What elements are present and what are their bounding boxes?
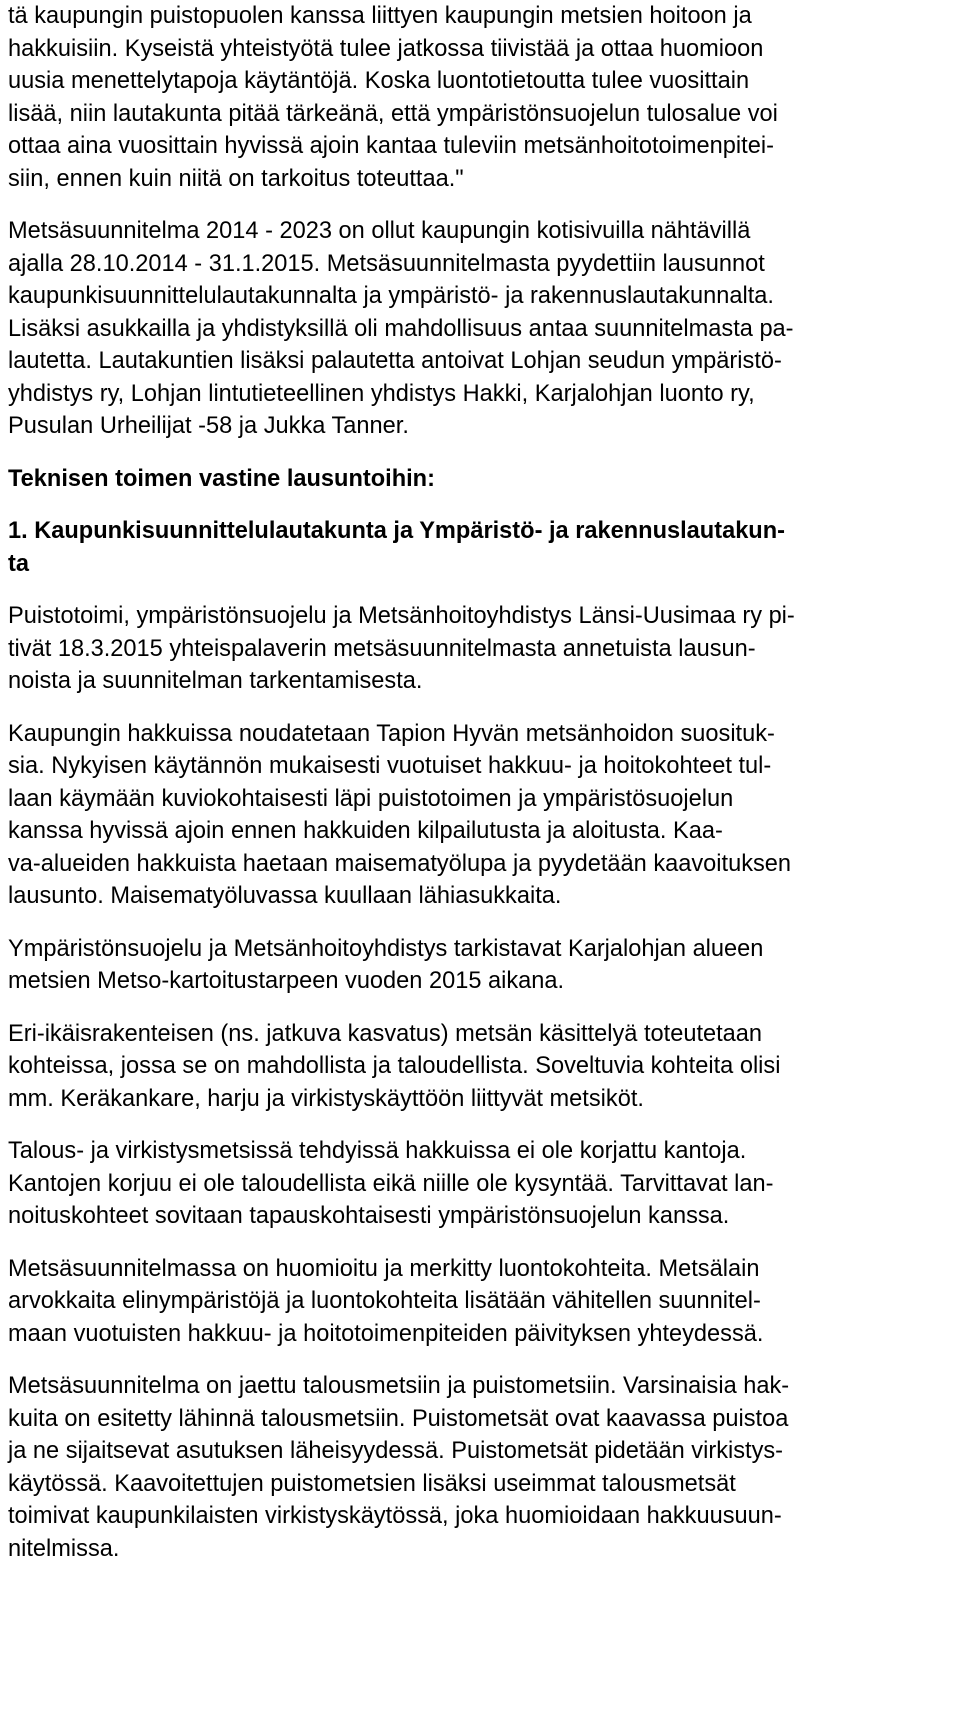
text-line: Teknisen toimen vastine lausuntoihin: [8, 465, 435, 492]
section-heading [8, 515, 926, 580]
text-line: lausunto. Maisematyöluvassa kuullaan lähiasukkaita. [8, 883, 562, 909]
text-line: maan vuotuisten hakkuu- ja hoitotoimenpiteiden päivityksen yhteydessä. [8, 1320, 764, 1347]
text-line: ajalla 28.10.2014 - 31.1.2015. Metsäsuunnitelmasta pyydettiin lausunnot [8, 250, 765, 277]
text-line: ja ne sijaitsevat asutuksen läheisyydessä. Puistometsät pidetään virkistys- [8, 1438, 784, 1464]
text-line: Talous- ja virkistysmetsissä tehdyissä hakkuissa ei ole korjattu kantoja. [8, 1138, 747, 1164]
paragraph [8, 1135, 926, 1233]
text-line: kuita on esitetty lähinnä talousmetsiin. Puistometsät ovat kaavassa puistoa [8, 1405, 789, 1432]
paragraph [8, 215, 926, 443]
text-line: käytössä. Kaavoitettujen puistometsien lisäksi useimmat talousmetsät [8, 1470, 736, 1497]
paragraph [8, 0, 926, 195]
paragraph [8, 600, 926, 698]
text-line: nitelmissa. [8, 1535, 120, 1562]
text-line: ottaa aina vuosittain hyvissä ajoin kantaa tuleviin metsänhoitotoimenpitei- [8, 133, 774, 159]
paragraph [8, 1018, 926, 1116]
text-line: siin, ennen kuin niitä on tarkoitus toteuttaa." [8, 165, 464, 192]
text-line: noista ja suunnitelman tarkentamisesta. [8, 668, 423, 694]
text-line: yhdistys ry, Lohjan lintutieteellinen yhdistys Hakki, Karjalohjan luonto ry, [8, 380, 755, 407]
text-line: laan käymään kuviokohtaisesti läpi puistotoimen ja ympäristösuojelun [8, 785, 734, 812]
text-line: tivät 18.3.2015 yhteispalaverin metsäsuunnitelmasta annetuista lausun- [8, 635, 756, 662]
text-line: hakkuisiin. Kyseistä yhteistyötä tulee jatkossa tiivistää ja ottaa huomioon [8, 35, 764, 62]
text-line: uusia menettelytapoja käytäntöjä. Koska luontotietoutta tulee vuosittain [8, 68, 750, 94]
text-line: ta [8, 550, 29, 577]
text-line: Kaupungin hakkuissa noudatetaan Tapion Hyvän metsänhoidon suosituk- [8, 720, 775, 747]
text-line: 1. Kaupunkisuunnittelulautakunta ja Ympäristö- ja rakennuslautakun- [8, 518, 785, 544]
text-line: kanssa hyvissä ajoin ennen hakkuiden kilpailutusta ja aloitusta. Kaa- [8, 818, 723, 844]
text-line: Kantojen korjuu ei ole taloudellista eikä niille ole kysyntää. Tarvittavat lan- [8, 1170, 774, 1197]
text-line: metsien Metso-kartoitustarpeen vuoden 2015 aikana. [8, 968, 565, 994]
text-line: kaupunkisuunnittelulautakunnalta ja ympäristö- ja rakennuslautakunnalta. [8, 283, 774, 309]
text-line: mm. Keräkankare, harju ja virkistyskäyttöön liittyvät metsiköt. [8, 1085, 644, 1112]
text-line: Ympäristönsuojelu ja Metsänhoitoyhdistys tarkistavat Karjalohjan alueen [8, 935, 764, 962]
text-line: Metsäsuunnitelma 2014 - 2023 on ollut kaupungin kotisivuilla nähtävillä [8, 218, 751, 244]
text-line: Metsäsuunnitelma on jaettu talousmetsiin ja puistometsiin. Varsinaisia hak- [8, 1373, 790, 1399]
paragraph [8, 718, 926, 913]
text-line: lautetta. Lautakuntien lisäksi palautetta antoivat Lohjan seudun ympäristö- [8, 348, 782, 374]
text-line: va-alueiden hakkuista haetaan maisematyölupa ja pyydetään kaavoituksen [8, 850, 792, 877]
text-line: Eri-ikäisrakenteisen (ns. jatkuva kasvatus) metsän käsittelyä toteutetaan [8, 1020, 763, 1047]
paragraph [8, 1253, 926, 1351]
text-line: kohteissa, jossa se on mahdollista ja taloudellista. Soveltuvia kohteita olisi [8, 1053, 781, 1079]
text-line: noituskohteet sovitaan tapauskohtaisesti ympäristönsuojelun kanssa. [8, 1203, 730, 1229]
text-line: sia. Nykyisen käytännön mukaisesti vuotuiset hakkuu- ja hoitokohteet tul- [8, 753, 772, 779]
text-line: arvokkaita elinympäristöjä ja luontokohteita lisätään vähitellen suunnitel- [8, 1288, 761, 1314]
section-heading [8, 463, 926, 496]
text-line: Lisäksi asukkailla ja yhdistyksillä oli mahdollisuus antaa suunnitelmasta pa- [8, 315, 794, 342]
text-line: tä kaupungin puistopuolen kanssa liittyen kaupungin metsien hoitoon ja [8, 3, 752, 29]
text-line: Pusulan Urheilijat -58 ja Jukka Tanner. [8, 413, 409, 439]
paragraph [8, 933, 926, 998]
paragraph [8, 1370, 926, 1565]
text-line: lisää, niin lautakunta pitää tärkeänä, että ympäristönsuojelun tulosalue voi [8, 100, 778, 127]
text-line: toimivat kaupunkilaisten virkistyskäytössä, joka huomioidaan hakkuusuun- [8, 1503, 782, 1529]
text-line: Puistotoimi, ympäristönsuojelu ja Metsänhoitoyhdistys Länsi-Uusimaa ry pi- [8, 603, 795, 629]
text-line: Metsäsuunnitelmassa on huomioitu ja merkitty luontokohteita. Metsälain [8, 1255, 760, 1282]
